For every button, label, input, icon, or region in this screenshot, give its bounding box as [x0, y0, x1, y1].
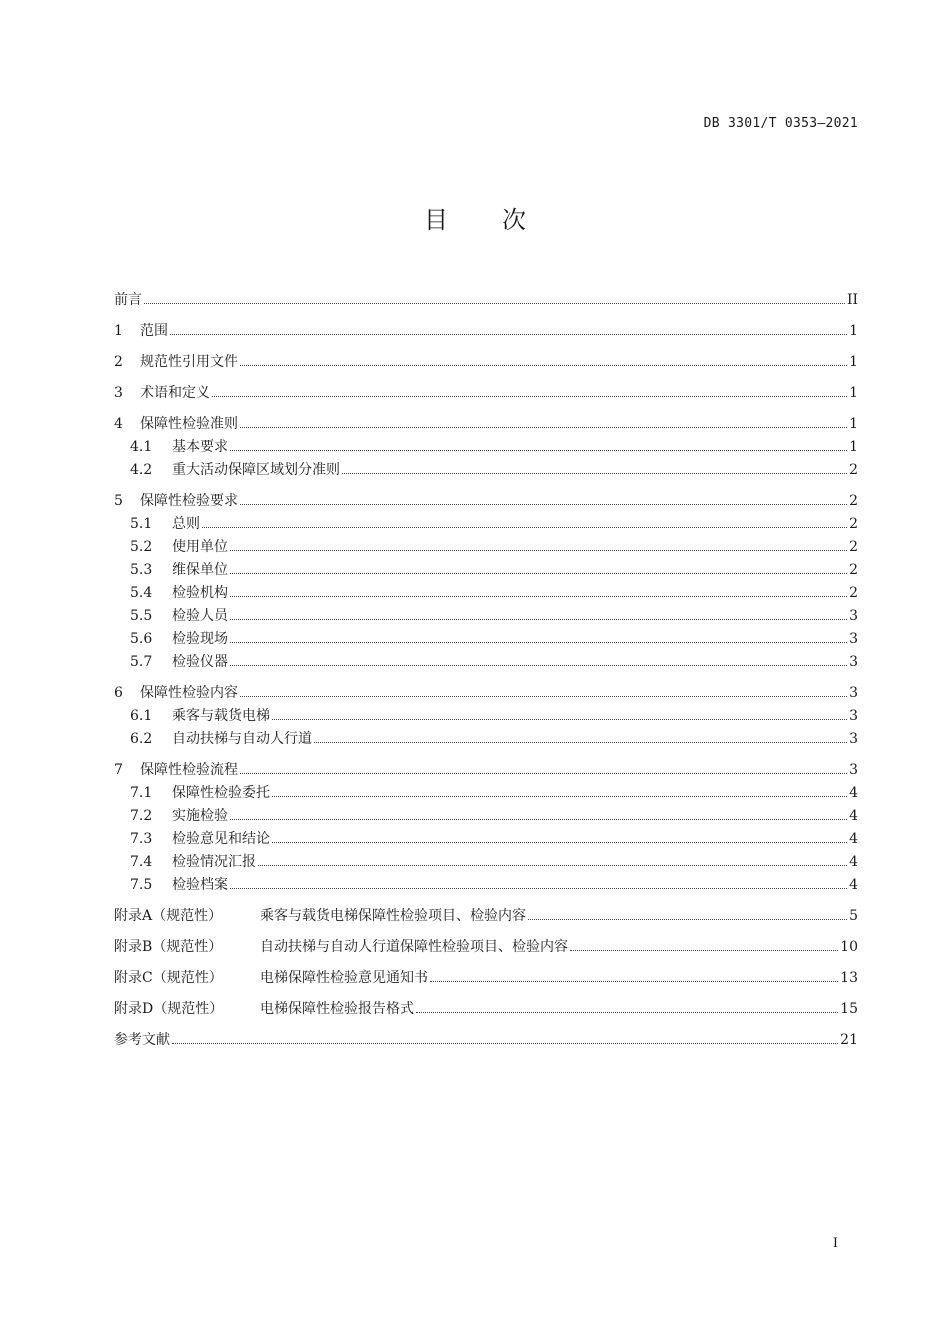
toc-entry-number: 5.3	[130, 562, 153, 578]
toc-entry-label: 基本要求	[172, 439, 228, 455]
toc-entry-label: 术语和定义	[140, 385, 210, 401]
toc-entry-page: 2	[849, 585, 858, 601]
toc-entry-label: 参考文献	[114, 1032, 170, 1048]
toc-entry-label: 保障性检验流程	[140, 762, 238, 778]
toc-entry-page: 2	[849, 562, 858, 578]
toc-leader-dots	[430, 980, 838, 982]
toc-entry[interactable]	[114, 320, 858, 343]
toc-leader-dots	[272, 718, 847, 720]
toc-leader-dots	[342, 472, 847, 474]
toc-entry-number: 附录C（规范性）	[114, 970, 223, 986]
toc-entry-label: 电梯保障性检验意见通知书	[260, 970, 428, 986]
toc-leader-dots	[416, 1011, 838, 1013]
toc-entry[interactable]	[114, 559, 858, 582]
toc-entry-number: 6.2	[130, 731, 153, 747]
toc-entry[interactable]	[114, 905, 858, 928]
toc-leader-dots	[272, 795, 847, 797]
toc-entry[interactable]	[114, 705, 858, 728]
toc-entry-page: 4	[849, 831, 858, 847]
toc-entry[interactable]	[114, 805, 858, 828]
toc-leader-dots	[570, 949, 838, 951]
toc-entry[interactable]	[114, 605, 858, 628]
toc-entry-label: 保障性检验要求	[140, 493, 238, 509]
page-title: 目次	[424, 206, 580, 234]
toc-leader-dots	[202, 526, 847, 528]
toc-entry-label: 使用单位	[172, 539, 228, 555]
toc-leader-dots	[230, 572, 847, 574]
toc-entry[interactable]	[114, 351, 858, 374]
toc-entry-label: 检验意见和结论	[172, 831, 270, 847]
toc-entry-number: 4.2	[130, 462, 153, 478]
toc-leader-dots	[314, 741, 847, 743]
toc-entry[interactable]	[114, 289, 858, 312]
toc-leader-dots	[240, 695, 847, 697]
toc-entry-page: 3	[849, 608, 858, 624]
toc-entry-number: 附录A（规范性）	[114, 908, 223, 924]
toc-entry[interactable]	[114, 628, 858, 651]
toc-entry[interactable]	[114, 874, 858, 897]
toc-leader-dots	[230, 549, 847, 551]
toc-entry-number: 5.6	[130, 631, 153, 647]
toc-entry-label: 自动扶梯与自动人行道保障性检验项目、检验内容	[260, 939, 568, 955]
toc-entry-number: 附录B（规范性）	[114, 939, 223, 955]
toc-entry[interactable]	[114, 998, 858, 1021]
toc-entry-label: 乘客与载货电梯	[172, 708, 270, 724]
toc-entry-page: II	[846, 292, 858, 308]
toc-leader-dots	[240, 503, 847, 505]
toc-entry-number: 5	[114, 493, 123, 509]
toc-entry-label: 维保单位	[172, 562, 228, 578]
toc-entry-label: 乘客与载货电梯保障性检验项目、检验内容	[260, 908, 526, 924]
toc-entry-label: 实施检验	[172, 808, 228, 824]
page-number: I	[832, 1236, 838, 1251]
toc-entry-label: 范围	[140, 323, 168, 339]
toc-entry[interactable]	[114, 782, 858, 805]
toc-entry-page: 3	[849, 654, 858, 670]
toc-entry-page: 2	[849, 462, 858, 478]
toc-entry[interactable]	[114, 582, 858, 605]
toc-entry-label: 自动扶梯与自动人行道	[172, 731, 312, 747]
toc-entry-page: 3	[849, 685, 858, 701]
toc-entry-page: 4	[849, 877, 858, 893]
toc-entry[interactable]	[114, 828, 858, 851]
toc-entry[interactable]	[114, 1029, 858, 1052]
toc-entry-page: 21	[840, 1032, 858, 1048]
toc-entry[interactable]	[114, 436, 858, 459]
toc-entry-page: 3	[849, 731, 858, 747]
toc-leader-dots	[230, 618, 847, 620]
toc-entry-page: 5	[849, 908, 858, 924]
toc-entry-page: 1	[849, 439, 858, 455]
toc-entry-page: 10	[840, 939, 858, 955]
toc-leader-dots	[272, 841, 847, 843]
toc-entry-number: 7.5	[130, 877, 153, 893]
toc-entry[interactable]	[114, 759, 858, 782]
toc-entry-label: 检验机构	[172, 585, 228, 601]
toc-leader-dots	[212, 395, 847, 397]
toc-entry-page: 4	[849, 785, 858, 801]
toc-entry-number: 2	[114, 354, 123, 370]
toc-leader-dots	[230, 641, 847, 643]
toc-entry-number: 7.2	[130, 808, 153, 824]
toc-entry-number: 1	[114, 323, 123, 339]
toc-entry-page: 15	[840, 1001, 858, 1017]
toc-entry-number: 7.4	[130, 854, 153, 870]
toc-entry-page: 2	[849, 493, 858, 509]
toc-entry-page: 13	[840, 970, 858, 986]
document-code: DB 3301/T 0353—2021	[703, 116, 858, 131]
toc-entry-page: 3	[849, 762, 858, 778]
toc-entry-number: 5.1	[130, 516, 153, 532]
toc-entry-label: 前言	[114, 292, 142, 308]
toc-leader-dots	[240, 426, 847, 428]
toc-entry-page: 4	[849, 854, 858, 870]
toc-entry-number: 4.1	[130, 439, 153, 455]
toc-entry-number: 5.7	[130, 654, 153, 670]
toc-entry[interactable]	[114, 728, 858, 751]
toc-entry-label: 保障性检验委托	[172, 785, 270, 801]
toc-entry[interactable]	[114, 851, 858, 874]
toc-entry-number: 5.2	[130, 539, 153, 555]
toc-leader-dots	[172, 1042, 838, 1044]
toc-entry-page: 2	[849, 539, 858, 555]
toc-entry-number: 5.4	[130, 585, 153, 601]
toc-entry-number: 附录D（规范性）	[114, 1001, 224, 1017]
toc-leader-dots	[230, 818, 847, 820]
toc-entry[interactable]	[114, 651, 858, 674]
toc-entry-page: 1	[849, 385, 858, 401]
toc-entry-label: 保障性检验准则	[140, 416, 238, 432]
toc-entry-label: 检验情况汇报	[172, 854, 256, 870]
toc-entry-page: 3	[849, 708, 858, 724]
toc-entry-number: 3	[114, 385, 123, 401]
toc-entry[interactable]	[114, 413, 858, 436]
toc-entry-label: 保障性检验内容	[140, 685, 238, 701]
toc-leader-dots	[230, 449, 847, 451]
toc-entry-label: 总则	[172, 516, 200, 532]
toc-entry-number: 7	[114, 762, 123, 778]
toc-entry-label: 检验现场	[172, 631, 228, 647]
toc-entry[interactable]	[114, 513, 858, 536]
toc-entry-page: 1	[849, 416, 858, 432]
toc-entry-label: 重大活动保障区域划分准则	[172, 462, 340, 478]
toc-leader-dots	[258, 864, 847, 866]
toc-entry-number: 7.1	[130, 785, 153, 801]
toc-entry-number: 5.5	[130, 608, 153, 624]
toc-leader-dots	[230, 887, 847, 889]
toc-leader-dots	[528, 918, 847, 920]
toc-entry-number: 4	[114, 416, 123, 432]
toc-entry-page: 3	[849, 631, 858, 647]
toc-leader-dots	[230, 664, 847, 666]
toc-entry-page: 1	[849, 354, 858, 370]
toc-entry-number: 6.1	[130, 708, 153, 724]
toc-entry-page: 4	[849, 808, 858, 824]
toc-entry-label: 规范性引用文件	[140, 354, 238, 370]
toc-entry[interactable]	[114, 682, 858, 705]
toc-entry-label: 电梯保障性检验报告格式	[260, 1001, 414, 1017]
toc-leader-dots	[230, 595, 847, 597]
table-of-contents	[114, 289, 858, 1052]
toc-leader-dots	[144, 302, 845, 304]
toc-entry-label: 检验档案	[172, 877, 228, 893]
toc-leader-dots	[240, 364, 847, 366]
toc-leader-dots	[170, 333, 847, 335]
toc-entry-page: 1	[849, 323, 858, 339]
toc-entry-number: 6	[114, 685, 123, 701]
toc-entry-page: 2	[849, 516, 858, 532]
toc-entry-label: 检验仪器	[172, 654, 228, 670]
toc-leader-dots	[240, 772, 847, 774]
toc-entry[interactable]	[114, 967, 858, 990]
toc-entry[interactable]	[114, 382, 858, 405]
toc-entry[interactable]	[114, 490, 858, 513]
toc-entry[interactable]	[114, 936, 858, 959]
toc-entry-number: 7.3	[130, 831, 153, 847]
toc-entry-label: 检验人员	[172, 608, 228, 624]
toc-entry[interactable]	[114, 459, 858, 482]
toc-entry[interactable]	[114, 536, 858, 559]
